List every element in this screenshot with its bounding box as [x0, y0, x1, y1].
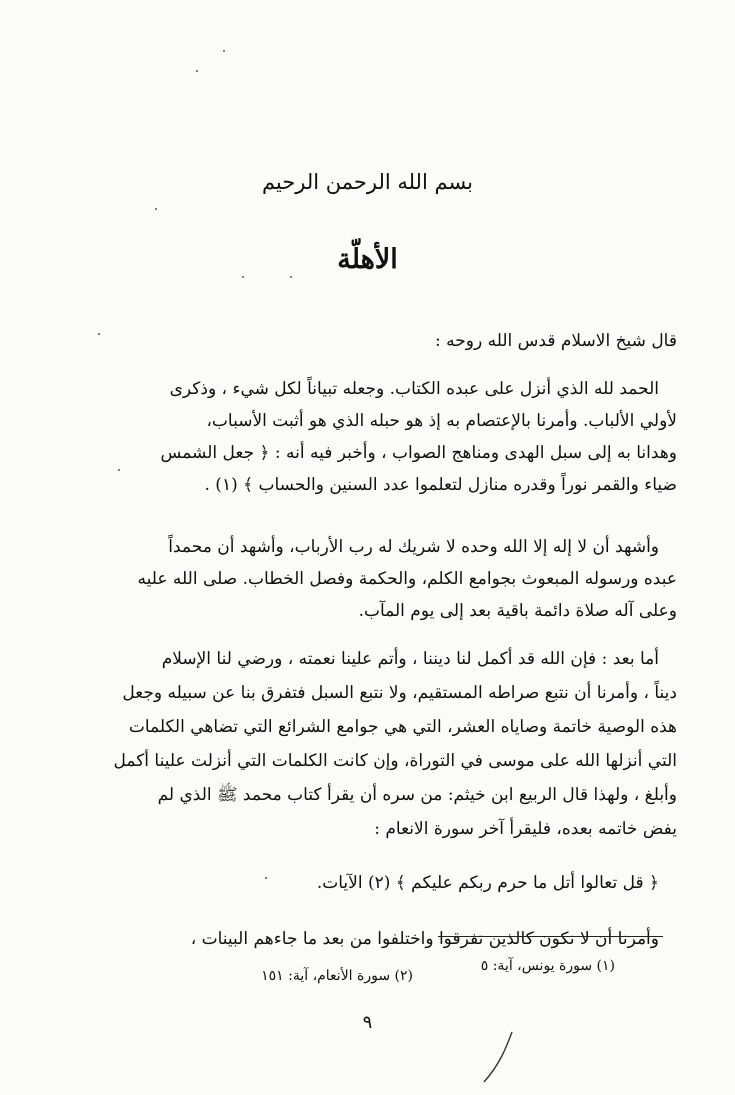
- paragraph-3-line-1: أما بعد : فإن الله قد أكمل لنا ديننا ، وأتم علينا نعمته ، ورضي لنا الإسلام: [161, 649, 659, 669]
- paragraph-2-line-2: عبده ورسوله المبعوث بجوامع الكلم، والحكمة وفصل الخطاب. صلى الله عليه: [137, 569, 677, 589]
- intro-line: قال شيخ الاسلام قدس الله روحه :: [435, 331, 677, 351]
- scan-speck: [290, 276, 292, 278]
- basmala: بسم الله الرحمن الرحيم: [261, 170, 474, 194]
- scan-speck: [223, 50, 225, 52]
- paragraph-2-line-3: وعلى آله صلاة دائمة باقية بعد إلى يوم المآب.: [358, 601, 677, 621]
- scan-speck: [265, 877, 267, 879]
- chapter-title: الأهلّة: [337, 244, 398, 275]
- footnote-2: (٢) سورة الأنعام، آية: ١٥١: [261, 968, 413, 984]
- scan-speck: [118, 469, 120, 471]
- footnote-1: (١) سورة يونس، آية: ٥: [480, 958, 615, 974]
- footnote-divider: [438, 936, 663, 937]
- pen-mark: [478, 1030, 518, 1090]
- scan-speck: [98, 333, 100, 335]
- page-number: ٩: [362, 1012, 373, 1033]
- paragraph-3-line-3: هذه الوصية خاتمة وصاياه العشر، التي هي جوامع الشرائع التي تضاهي الكلمات: [128, 717, 677, 737]
- paragraph-3-line-4: التي أنزلها الله على موسى في التوراة، وإن كانت الكلمات التي أنزلت علينا أكمل: [113, 751, 677, 771]
- paragraph-1-line-2: لأولي الألباب. وأمرنا بالإعتصام به إذ هو حبله الذي هو أثبت الأسباب،: [206, 411, 677, 431]
- paragraph-3-line-2: ديناً ، وأمرنا أن نتبع صراطه المستقيم، ولا نتبع السبل فتفرق بنا عن سبيله وجعل: [122, 683, 677, 703]
- paragraph-3-line-6: يفض خاتمه بعده، فليقرأ آخر سورة الانعام :: [374, 819, 677, 839]
- paragraph-1-line-1: الحمد لله الذي أنزل على عبده الكتاب. وجعله تبياناً لكل شيء ، وذكرى: [169, 379, 659, 399]
- scan-speck: [242, 276, 244, 278]
- paragraph-1-line-3: وهدانا به إلى سبل الهدى ومناهج الصواب ، وأخبر فيه أنه : ﴿ جعل الشمس: [160, 443, 677, 463]
- paragraph-3-line-5: وأبلغ ، ولهذا قال الربيع ابن خيثم: من سره أن يقرأ كتاب محمد ﷺ الذي لم: [157, 785, 677, 805]
- closing-line: وأمرنا أن لا نكون كالذين تفرقوا واختلفوا من بعد ما جاءهم البينات ،: [190, 929, 659, 949]
- paragraph-1-line-4: ضياء والقمر نوراً وقدره منازل لتعلموا عدد السنين والحساب ﴾ (١) .: [204, 475, 677, 495]
- paragraph-2-line-1: وأشهد أن لا إله إلا الله وحده لا شريك له رب الأرباب، وأشهد أن محمداً: [168, 537, 659, 557]
- scan-speck: [196, 70, 198, 72]
- quran-quote: ﴿ قل تعالوا أتل ما حرم ربكم عليكم ﴾ (٢) الآيات.: [316, 873, 659, 893]
- scan-speck: [155, 208, 157, 210]
